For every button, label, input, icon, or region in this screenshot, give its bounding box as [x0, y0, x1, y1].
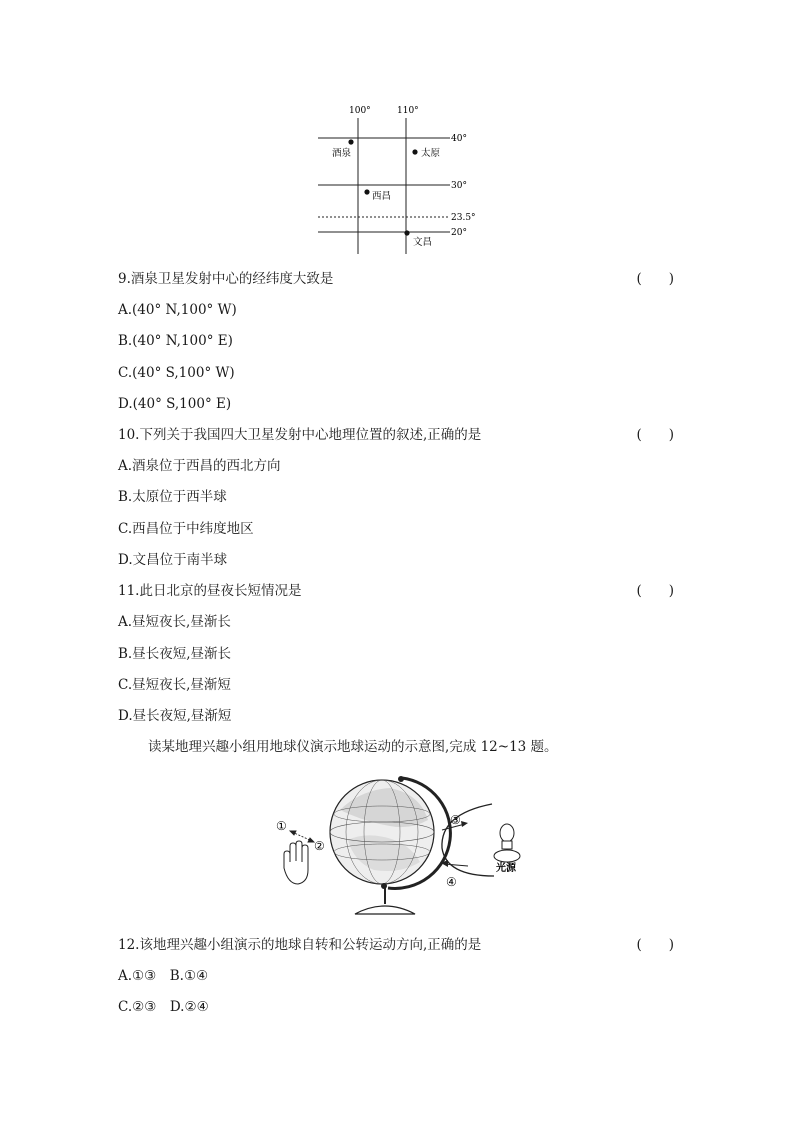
question-11-option-b: B.昼长夜短,昼渐长: [118, 646, 232, 662]
question-9-option-a: A.(40° N,100° W): [118, 302, 237, 318]
figure-intro-text: 读某地理兴趣小组用地球仪演示地球运动的示意图,完成 12~13 题。: [148, 739, 558, 755]
globe-demonstration-figure: [270, 770, 530, 922]
globe-south-pin: [381, 883, 387, 889]
city-dot-xichang: [364, 189, 369, 194]
marker-1: ①: [276, 819, 287, 833]
question-9-answer-bracket: ( ): [636, 271, 674, 287]
city-label-xichang: 西昌: [372, 191, 392, 202]
city-dot-jiuquan: [348, 139, 353, 144]
question-9-stem-row: [118, 270, 678, 288]
city-label-taiyuan: 太原: [421, 148, 441, 159]
question-12-options-row-2: C.②③ D.②④: [118, 999, 209, 1015]
lon-label-100: 100°: [349, 106, 371, 116]
question-10-option-c: C.西昌位于中纬度地区: [118, 521, 254, 537]
question-12-stem: 12.该地理兴趣小组演示的地球自转和公转运动方向,正确的是: [118, 937, 482, 953]
question-11-option-a: A.昼短夜长,昼渐长: [118, 614, 231, 630]
lat-label-23-5: 23.5°: [451, 213, 476, 223]
question-9-option-d: D.(40° S,100° E): [118, 396, 232, 412]
city-label-jiuquan: 酒泉: [332, 148, 352, 159]
marker-3: ③: [450, 813, 461, 827]
question-11-stem: 11.此日北京的昼夜长短情况是: [118, 583, 302, 599]
question-11-stem-row: [118, 582, 678, 600]
lon-label-110: 110°: [397, 106, 419, 116]
hand-icon: [284, 841, 308, 884]
question-9-stem: 9.酒泉卫星发射中心的经纬度大致是: [118, 271, 334, 287]
question-10-answer-bracket: ( ): [636, 427, 674, 443]
city-dot-taiyuan: [412, 149, 417, 154]
arrow-3-head: [461, 821, 468, 827]
light-bulb-icon: [494, 824, 520, 862]
city-label-wenchang: 文昌: [413, 237, 433, 248]
light-source-label: 光源: [496, 863, 516, 874]
globe-stand-base: [355, 906, 415, 914]
lat-long-map-figure: [300, 98, 490, 258]
question-10-option-a: A.酒泉位于西昌的西北方向: [118, 458, 281, 474]
lat-label-40: 40°: [451, 134, 467, 144]
question-11-option-d: D.昼长夜短,昼渐短: [118, 708, 232, 724]
question-10-stem: 10.下列关于我国四大卫星发射中心地理位置的叙述,正确的是: [118, 427, 482, 443]
city-dot-wenchang: [404, 230, 409, 235]
question-11-option-c: C.昼短夜长,昼渐短: [118, 677, 231, 693]
marker-4: ④: [446, 875, 457, 889]
question-12-options-row-1: A.①③ B.①④: [118, 968, 209, 984]
question-10-option-b: B.太原位于西半球: [118, 489, 227, 505]
marker-2: ②: [314, 839, 325, 853]
rotation-double-arrow: [290, 831, 314, 842]
question-12-answer-bracket: ( ): [636, 937, 674, 953]
question-9-option-c: C.(40° S,100° W): [118, 365, 235, 381]
question-12-stem-row: [118, 936, 678, 954]
globe-north-pin: [398, 776, 404, 782]
question-10-option-d: D.文昌位于南半球: [118, 552, 228, 568]
question-9-option-b: B.(40° N,100° E): [118, 333, 233, 349]
question-10-stem-row: [118, 426, 678, 444]
lat-label-20: 20°: [451, 228, 467, 238]
lat-label-30: 30°: [451, 181, 467, 191]
question-11-answer-bracket: ( ): [636, 583, 674, 599]
